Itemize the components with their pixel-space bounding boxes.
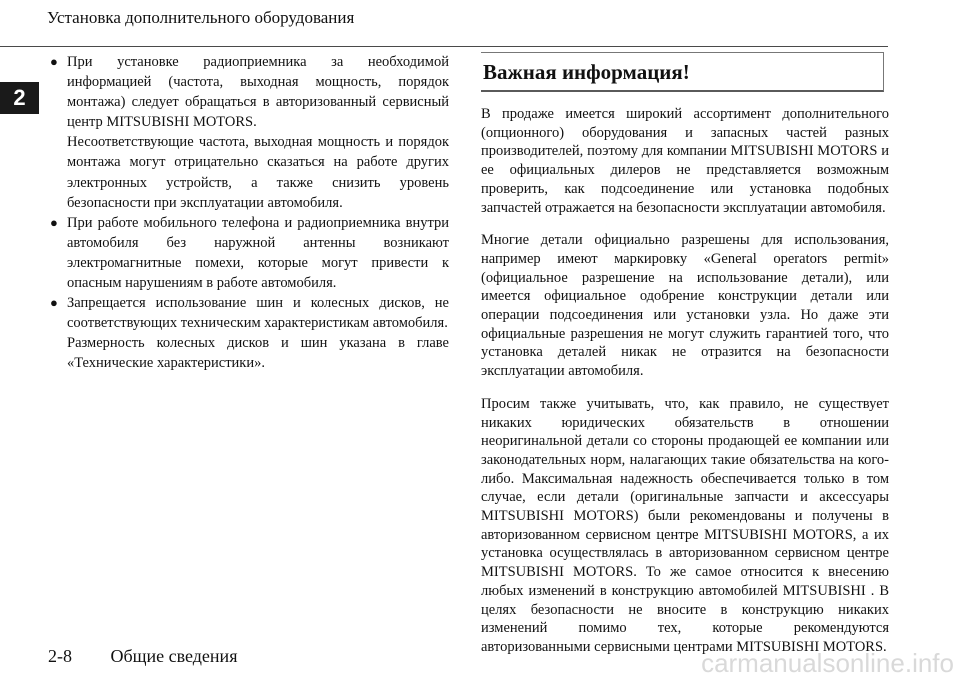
right-column (481, 52, 889, 657)
bullet-icon: ● (50, 295, 58, 311)
section-title: Общие сведения (110, 646, 238, 666)
list-item-text: При работе мобильного телефона и радиоприемника внутри автомобиля без наружной антенны возникают электромагнитные помехи, которые могут привести к опасным нарушениям в работе автомобиля. (67, 214, 449, 292)
page-number: 2-8 (48, 646, 72, 666)
list-item-text: При установке радиоприемника за необходимой информацией (частота, выходная мощность, порядок монтажа) следует обращаться в авторизованный сервисный центр MITSUBISHI MOTORS. (67, 54, 449, 131)
paragraph: Просим также учитывать, что, как правило, не существует никаких юридических обязательств в отношении неоригинальной детали со стороны продающей ее компании или законодательных норм, налагающих такие обязательства на кого-либо. Максимальная надежность обеспечивается только в том случае, если детали (оригинальные запчасти и аксессуары MITSUBISHI MOTORS) были рекомендованы и получены в авторизованном сервисном центре MITSUBISHI MOTORS, а их установка осуществлялась в авторизованном сервисном центре MITSUBISHI MOTORS. То же самое относится к внесению любых изменений в конструкцию автомобилей MITSUBISHI . В целях безопасности не вносите в конструкцию никаких изменений помимо тех, которые рекомендуются авторизованными сервисными центрами MITSUBISHI MOTORS. (481, 395, 889, 655)
page-header-title: Установка дополнительного оборудования (47, 8, 355, 27)
page-footer (48, 644, 237, 668)
list-item (49, 213, 449, 293)
watermark: carmanualsonline.info (701, 648, 954, 678)
paragraph: Многие детали официально разрешены для использования, например имеют маркировку «General operators permit» (официальное разрешение на использование детали), или имеется официальное одобрение конструкции детали или операции подсоединения или установки узла. Но даже эти официальные разрешения не могут служить гарантией того, что установка деталей никак не отразится на безопасности эксплуатации автомобиля. (481, 232, 889, 380)
bullet-icon: ● (50, 214, 58, 230)
important-info-title: Важная информация! (483, 60, 690, 84)
paragraph: В продаже имеется широкий ассортимент дополнительного (опционного) оборудования и запасных частей разных производителей, поэтому для компании MITSUBISHI MOTORS и ее официальных дилеров не представляется возможным проверить, как подсоединение или установка подобных запчастей отражается на безопасности эксплуатации автомобиля. (481, 106, 889, 216)
header-divider (0, 46, 888, 47)
left-column (49, 52, 449, 374)
list-item (49, 293, 449, 373)
list-item-text: Запрещается использование шин и колесных дисков, не соответствующих техническим характеристикам автомобиля. (67, 295, 449, 332)
list-item-continuation: Размерность колесных дисков и шин указана в главе «Технические характеристики». (67, 335, 449, 372)
important-info-box (481, 52, 884, 92)
bullet-icon: ● (50, 54, 58, 69)
list-item (49, 52, 449, 213)
list-item-continuation: Несоответствующие частота, выходная мощность и порядок монтажа могут отрицательно сказаться на работе других электронных устройств, а также снизить уровень безопасности при эксплуатации автомобиля. (67, 134, 449, 211)
chapter-tab: 2 (0, 82, 39, 114)
